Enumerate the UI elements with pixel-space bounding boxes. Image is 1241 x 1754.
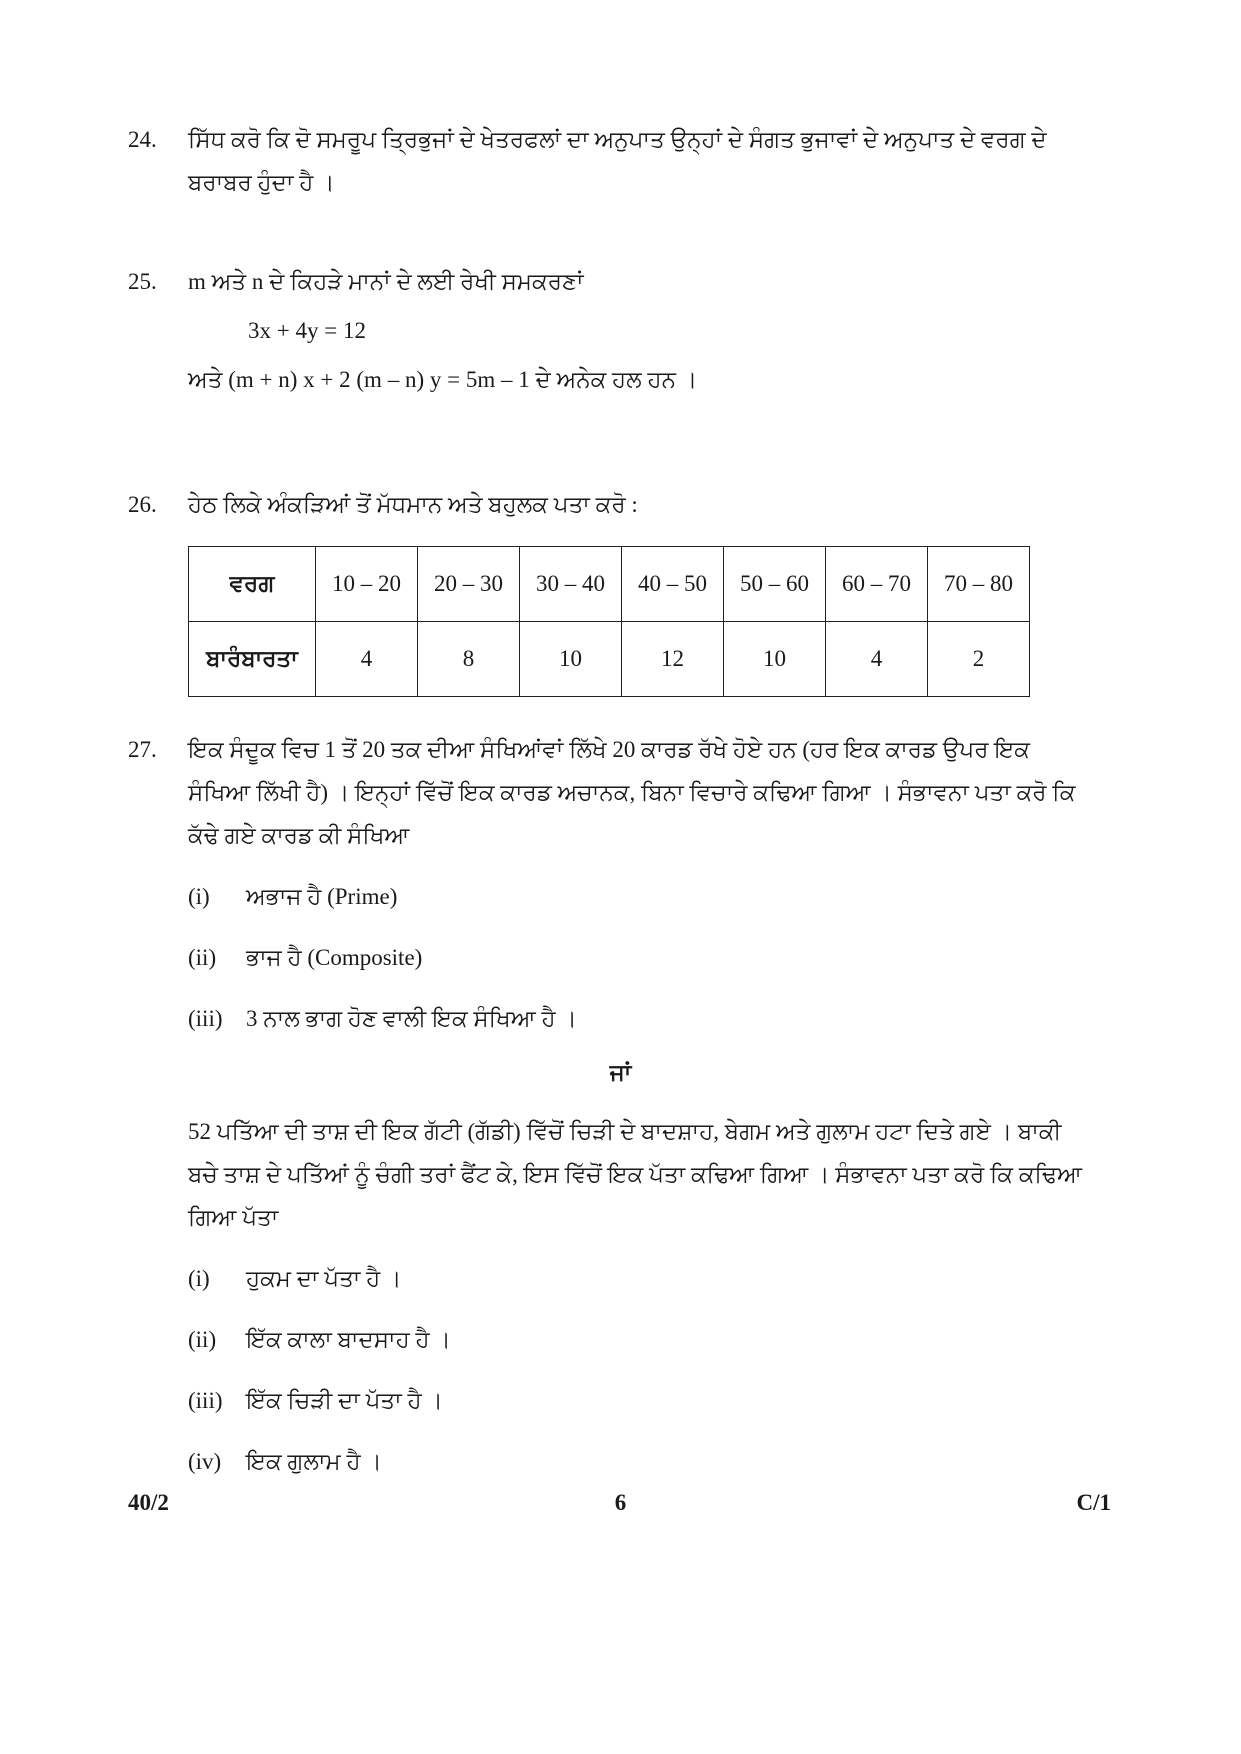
sub-part-text: 3 ਨਾਲ ਭਾਗ ਹੋਣ ਵਾਲੀ ਇਕ ਸੰਖਿਆ ਹੈ । (246, 1006, 577, 1031)
table-cell: 12 (622, 622, 724, 697)
sub-part (188, 1257, 1088, 1300)
sub-part (188, 936, 1088, 979)
table-cell: 10 – 20 (316, 547, 418, 622)
sub-part-number: (ii) (188, 945, 217, 970)
question-number: 24. (128, 127, 157, 152)
question-25 (128, 260, 1088, 401)
table-cell: 8 (418, 622, 520, 697)
table-cell: 10 (520, 622, 622, 697)
table-cell: 50 – 60 (724, 547, 826, 622)
or-separator: ਜਾਂ (609, 1060, 632, 1085)
sub-part-text: ਅਭਾਜ ਹੈ (Prime) (246, 884, 398, 909)
table-cell: 70 – 80 (928, 547, 1030, 622)
sub-part-number: (i) (188, 1266, 210, 1291)
table-row (189, 547, 1030, 622)
question-text: 52 ਪਤਿੱਆ ਦੀ ਤਾਸ਼ ਦੀ ਇਕ ਗੱਟੀ (ਗੱਡੀ) ਵਿੱਚੋਂ ਚਿੜੀ ਦੇ ਬਾਦਸ਼ਾਹ, ਬੇਗਮ ਅਤੇ ਗੁਲਾਮ ਹਟਾ ਦਿਤੇ ਗਏ । ਬਾਕੀ ਬਚੇ ਤਾਸ਼ ਦੇ ਪਤਿੱਆਂ ਨੂੰ ਚੰਗੀ ਤਰਾਂ ਫੈਂਟ ਕੇ, ਇਸ ਵਿੱਚੋਂ ਇਕ ਪੱਤਾ ਕਢਿਆ ਗਿਆ । ਸੰਭਾਵਨਾ ਪਤਾ ਕਰੋ ਕਿ ਕਢਿਆ ਗਿਆ ਪੱਤਾ (188, 1119, 1082, 1230)
sub-part-text: ਭਾਜ ਹੈ (Composite) (246, 945, 423, 970)
table-cell: 4 (826, 622, 928, 697)
table-cell: 4 (316, 622, 418, 697)
sub-part-number: (iii) (188, 1006, 223, 1031)
table-cell: 40 – 50 (622, 547, 724, 622)
sub-part-number: (i) (188, 884, 210, 909)
question-text: ਇਕ ਸੰਦੂਕ ਵਿਚ 1 ਤੋਂ 20 ਤਕ ਦੀਆ ਸੰਖਿਆਂਵਾਂ ਲਿੱਖੇ 20 ਕਾਰਡ ਰੱਖੇ ਹੋਏ ਹਨ (ਹਰ ਇਕ ਕਾਰਡ ਉਪਰ ਇਕ ਸੰਖਿਆ ਲਿੱਖੀ ਹੈ) । ਇਨ੍ਹਾਂ ਵਿੱਚੋਂ ਇਕ ਕਾਰਡ ਅਚਾਨਕ, ਬਿਨਾ ਵਿਚਾਰੇ ਕਢਿਆ ਗਿਆ । ਸੰਭਾਵਨਾ ਪਤਾ ਕਰੋ ਕਿ ਕੱਢੇ ਗਏ ਕਾਰਡ ਕੀ ਸੰਖਿਆ (188, 737, 1076, 848)
question-27-alternative (128, 1110, 1088, 1483)
question-26 (128, 483, 1088, 526)
table-cell: 2 (928, 622, 1030, 697)
question-text: m ਅਤੇ n ਦੇ ਕਿਹੜੇ ਮਾਨਾਂ ਦੇ ਲਈ ਰੇਖੀ ਸਮਕਰਣਾਂ (188, 269, 584, 294)
sub-part-number: (iv) (188, 1449, 222, 1474)
sub-part-text: ਇਕ ਗੁਲਾਮ ਹੈ । (246, 1449, 382, 1474)
set-code: C/1 (1076, 1490, 1111, 1515)
page-number: 6 (614, 1490, 627, 1515)
table-header-frequency: ਬਾਰੰਬਾਰਤਾ (189, 622, 316, 697)
sub-part (188, 1440, 1088, 1483)
question-text: ਹੇਠ ਲਿਕੇ ਅੰਕੜਿਆਂ ਤੋਂ ਮੱਧਮਾਨ ਅਤੇ ਬਹੁਲਕ ਪਤਾ ਕਰੋ : (188, 492, 638, 517)
sub-part-number: (iii) (188, 1388, 223, 1413)
table-cell: 30 – 40 (520, 547, 622, 622)
table-cell: 20 – 30 (418, 547, 520, 622)
sub-part-number: (ii) (188, 1327, 217, 1352)
sub-part-text: ਇੱਕ ਕਾਲਾ ਬਾਦਸਾਹ ਹੈ । (246, 1327, 451, 1352)
table-row (189, 622, 1030, 697)
question-number: 27. (128, 737, 157, 762)
question-24 (128, 118, 1088, 204)
sub-part (188, 1318, 1088, 1361)
question-number: 26. (128, 492, 157, 517)
question-text: ਸਿੱਧ ਕਰੋ ਕਿ ਦੋ ਸਮਰੂਪ ਤ੍ਰਿਭੁਜਾਂ ਦੇ ਖੇਤਰਫਲਾਂ ਦਾ ਅਨੁਪਾਤ ਉਨ੍ਹਾਂ ਦੇ ਸੰਗਤ ਭੁਜਾਵਾਂ ਦੇ ਅਨੁਪਾਤ ਦੇ ਵਰਗ ਦੇ ਬਰਾਬਰ ਹੁੰਦਾ ਹੈ । (188, 127, 1047, 195)
sub-part (188, 997, 1088, 1040)
table-cell: 10 (724, 622, 826, 697)
question-text-2: ਅਤੇ (m + n) x + 2 (m – n) y = 5m – 1 ਦੇ ਅਨੇਕ ਹਲ ਹਨ । (188, 367, 698, 392)
table-cell: 60 – 70 (826, 547, 928, 622)
sub-part (188, 875, 1088, 918)
sub-part-text: ਇੱਕ ਚਿੜੀ ਦਾ ਪੱਤਾ ਹੈ । (246, 1388, 443, 1413)
paper-code: 40/2 (128, 1490, 169, 1515)
sub-part (188, 1379, 1088, 1422)
frequency-table (188, 546, 1030, 697)
question-27 (128, 728, 1088, 1040)
equation: 3x + 4y = 12 (248, 318, 366, 343)
sub-part-text: ਹੁਕਮ ਦਾ ਪੱਤਾ ਹੈ । (246, 1266, 402, 1291)
question-number: 25. (128, 269, 157, 294)
table-header-class: ਵਰਗ (189, 547, 316, 622)
